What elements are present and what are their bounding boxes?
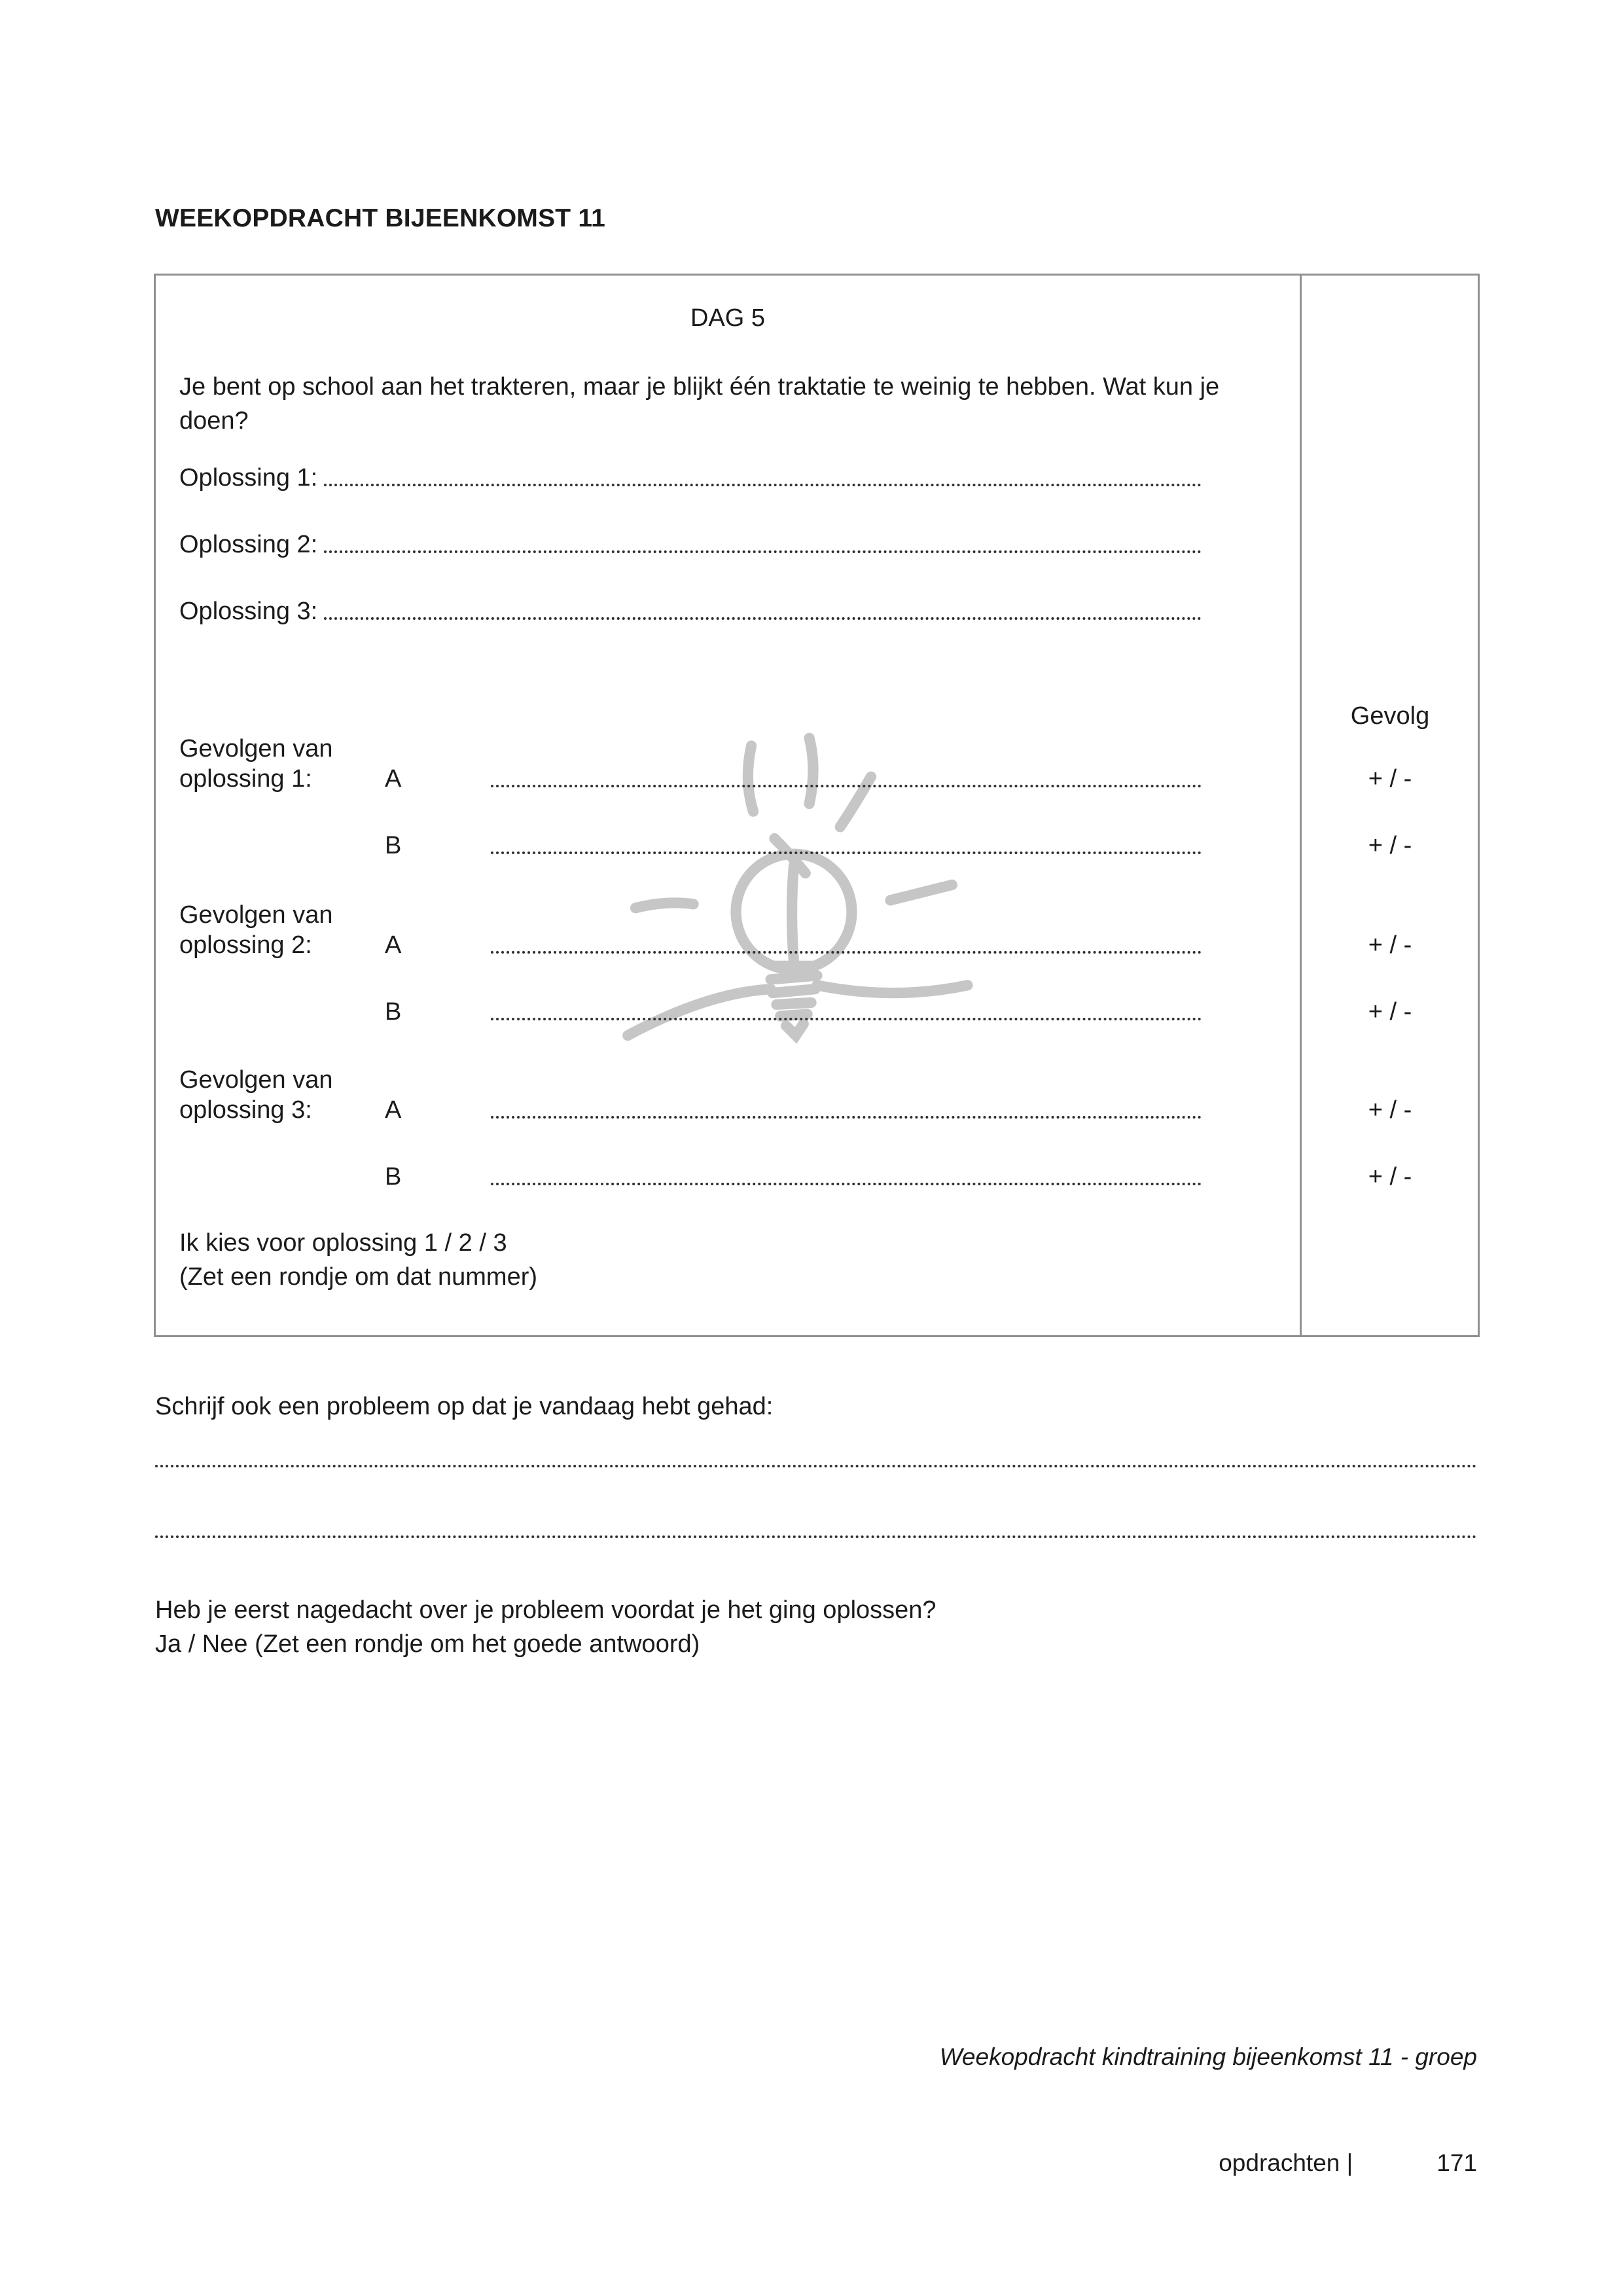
plus-minus-options: + / - <box>1368 998 1412 1026</box>
footer-label: opdrachten | <box>1219 2149 1353 2176</box>
reflection-question-line-2: Ja / Nee (Zet een rondje om het goede antwoord) <box>155 1630 700 1658</box>
choice-line-1: Ik kies voor oplossing 1 / 2 / 3 <box>179 1229 507 1257</box>
plus-minus-options: + / - <box>1368 832 1412 859</box>
row-letter: B <box>385 1163 402 1191</box>
plus-minus-options: + / - <box>1368 931 1412 959</box>
intro-text: Je bent op school aan het trakteren, maar je blijkt één traktatie te weinig te hebben. Wat kun je doen? <box>179 373 1220 435</box>
row-letter: A <box>385 931 402 959</box>
consequence-row-a <box>179 1096 1202 1124</box>
problem-prompt: Schrijf ook een probleem op dat je vandaag hebt gehad: <box>155 1393 774 1420</box>
dotted-answer-line <box>491 951 1202 954</box>
dotted-answer-line <box>324 484 1202 486</box>
plus-minus-options: + / - <box>1368 1163 1412 1191</box>
page-number: 171 <box>1436 2149 1477 2176</box>
gevolg-column-header: Gevolg <box>1350 702 1430 730</box>
document-footnote: Weekopdracht kindtraining bijeenkomst 11 - groep <box>939 2043 1477 2070</box>
page-footer <box>155 2149 1477 2177</box>
worksheet-table <box>154 274 1480 1337</box>
dotted-answer-line <box>491 1183 1202 1185</box>
dotted-answer-line <box>324 617 1202 620</box>
consequence-row-a <box>179 765 1202 793</box>
worksheet-title: WEEKOPDRACHT BIJEENKOMST 11 <box>155 204 605 232</box>
choice-line-2: (Zet een rondje om dat nummer) <box>179 1263 538 1291</box>
dotted-answer-line <box>491 852 1202 854</box>
choice-instruction <box>179 1226 537 1294</box>
consequence-row-b <box>179 832 1202 860</box>
row-letter: A <box>385 765 402 793</box>
reflection-question-line-1: Heb je eerst nagedacht over je probleem voordat je het ging oplossen? <box>155 1596 936 1624</box>
dotted-answer-line <box>491 1116 1202 1119</box>
solution-label: Oplossing 2: <box>179 531 318 558</box>
consequence-solution-label: oplossing 3: <box>179 1096 312 1124</box>
solution-line-1 <box>179 464 1202 492</box>
consequence-heading: Gevolgen van <box>179 1066 333 1094</box>
consequence-heading: Gevolgen van <box>179 901 333 929</box>
solution-line-3 <box>179 598 1202 626</box>
plus-minus-options: + / - <box>1368 765 1412 793</box>
consequence-row-b <box>179 998 1202 1026</box>
row-letter: B <box>385 998 402 1026</box>
row-letter: B <box>385 832 402 859</box>
solution-label: Oplossing 1: <box>179 464 318 492</box>
reflection-question <box>155 1593 936 1661</box>
consequence-solution-label: oplossing 1: <box>179 765 312 793</box>
dotted-answer-line <box>155 1465 1477 1467</box>
consequence-solution-label: oplossing 2: <box>179 931 312 959</box>
dotted-answer-line <box>324 550 1202 553</box>
consequence-row-b <box>179 1163 1202 1191</box>
dotted-answer-line <box>491 1018 1202 1020</box>
dotted-answer-line <box>155 1535 1477 1538</box>
solution-label: Oplossing 3: <box>179 598 318 625</box>
day-title: DAG 5 <box>690 304 766 332</box>
consequence-row-a <box>179 931 1202 960</box>
plus-minus-options: + / - <box>1368 1096 1412 1124</box>
row-letter: A <box>385 1096 402 1124</box>
consequence-heading: Gevolgen van <box>179 735 333 762</box>
solution-line-2 <box>179 531 1202 559</box>
dotted-answer-line <box>491 785 1202 787</box>
